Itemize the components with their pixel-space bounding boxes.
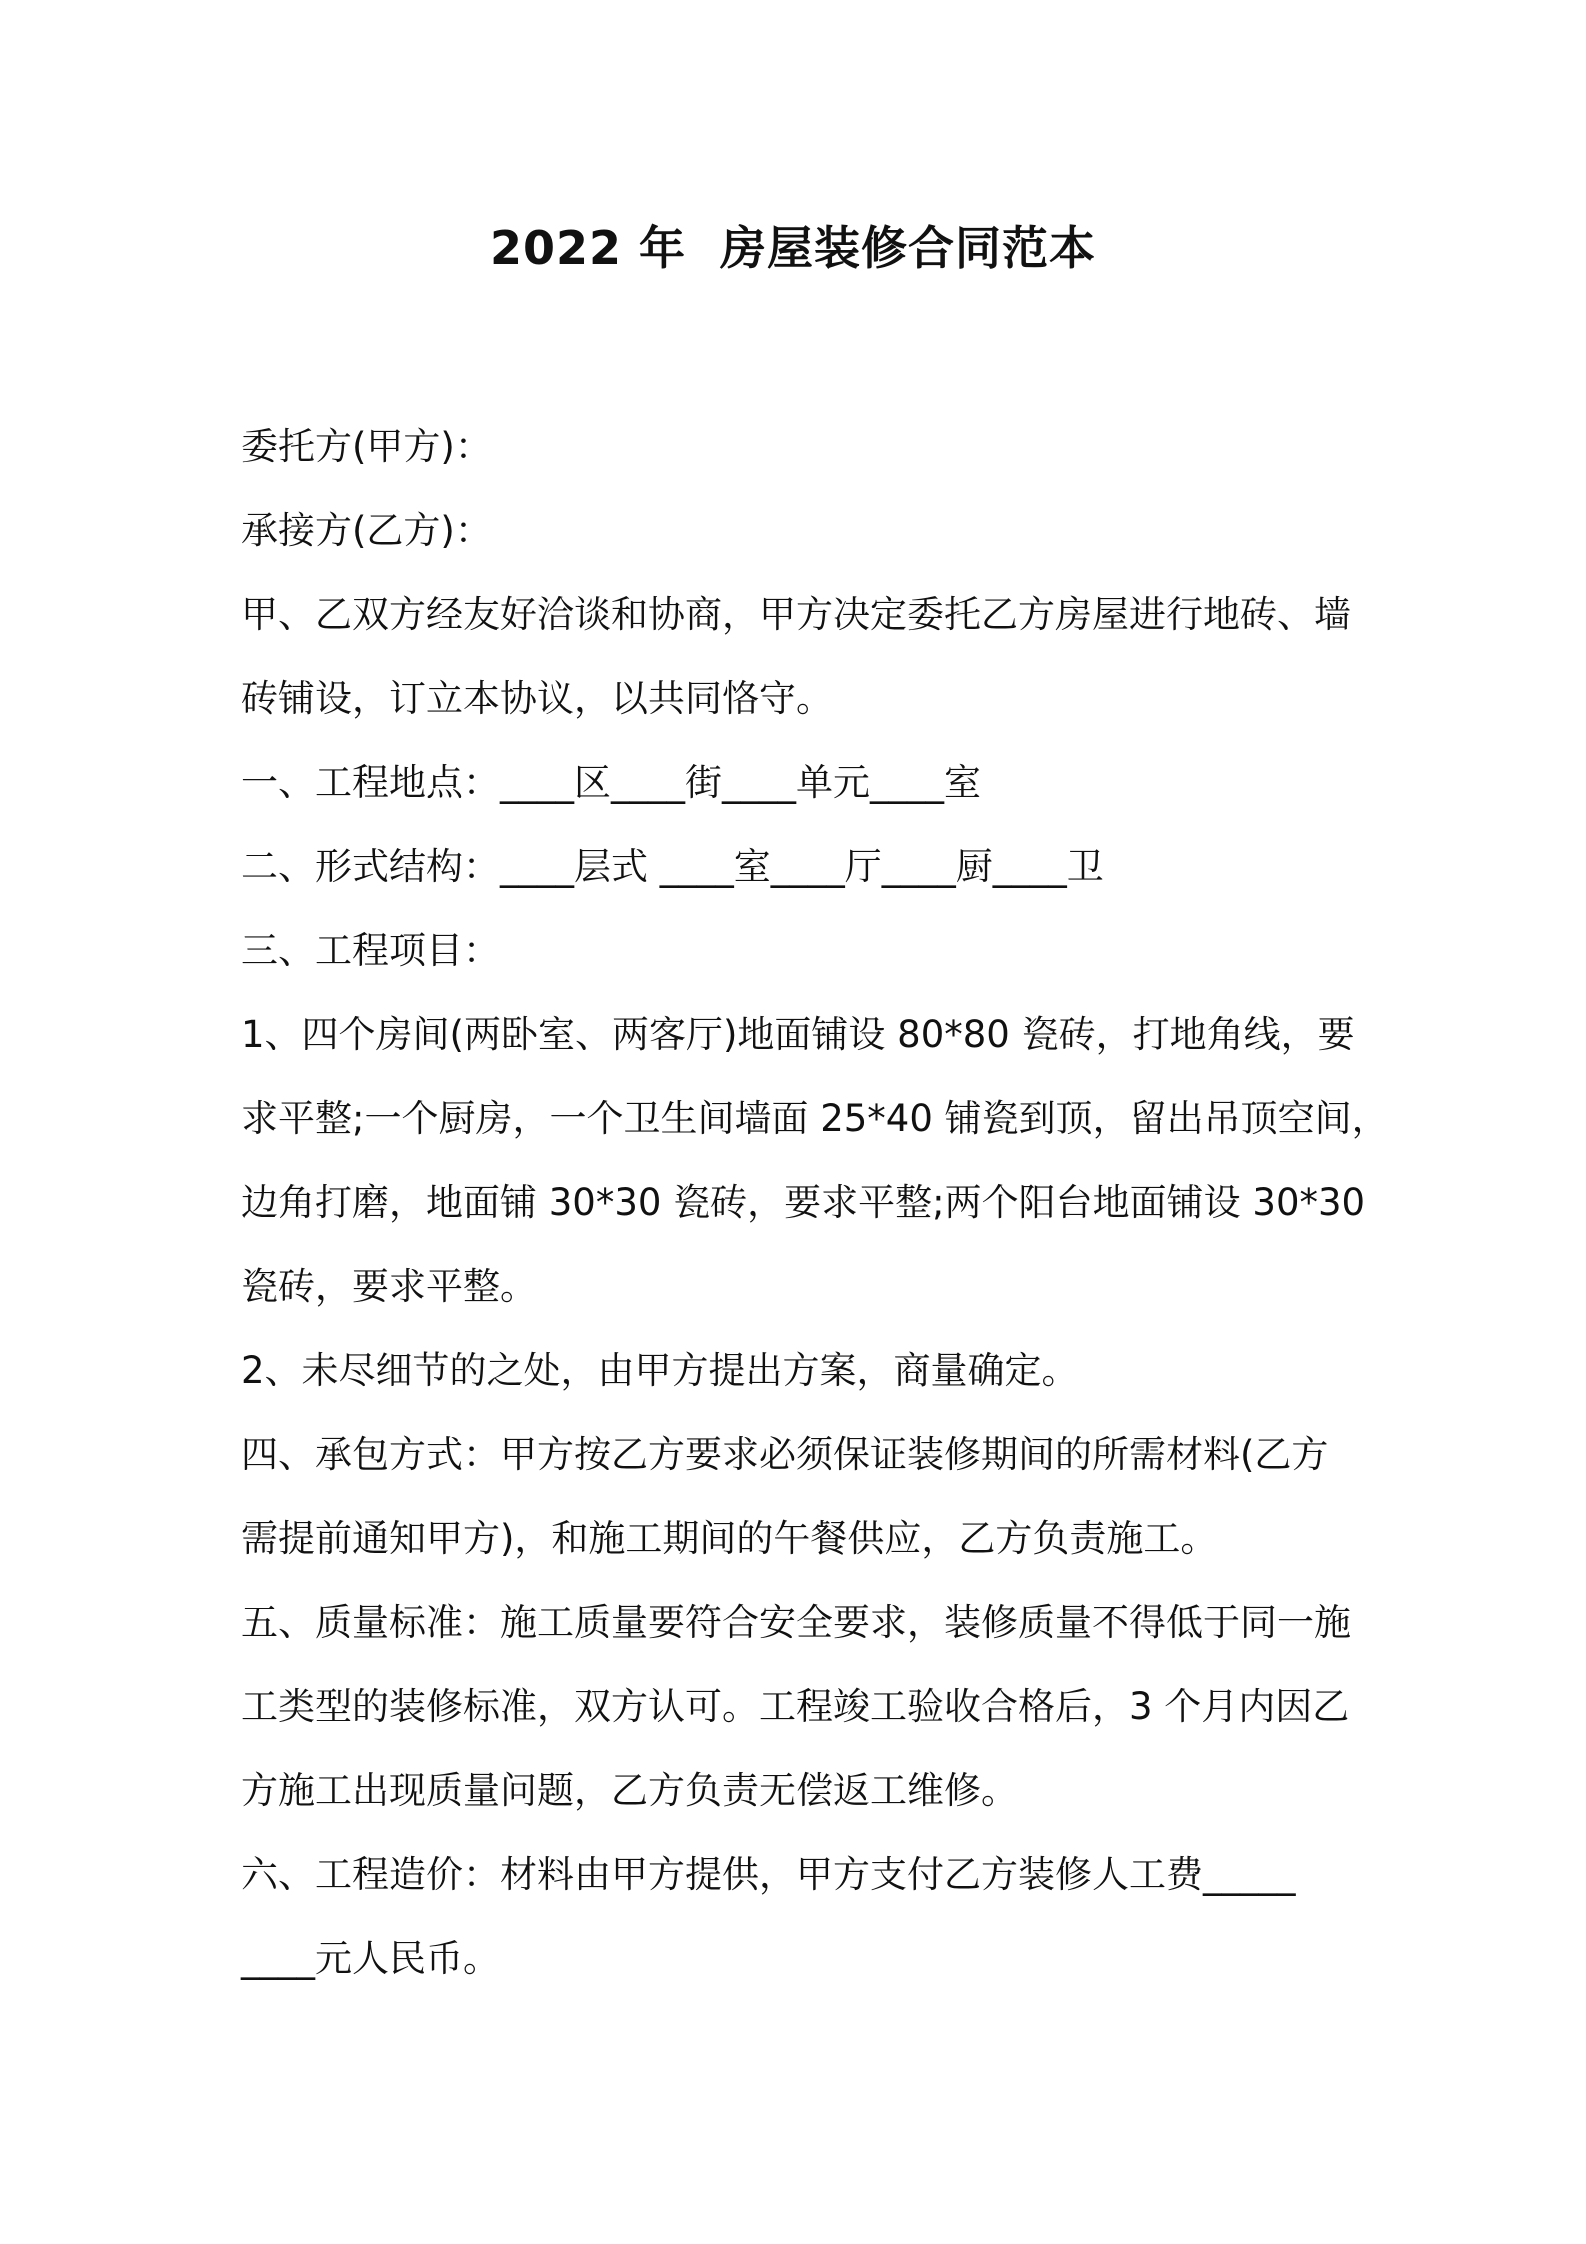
clause-contract-method-line-2: 需提前通知甲方)，和施工期间的午餐供应，乙方负责施工。 — [241, 1517, 1218, 1560]
clause-cost-line-2: ____元人民币。 — [241, 1937, 500, 1980]
item-1-line-2: 求平整;一个厨房，一个卫生间墙面 25*40 铺瓷到顶，留出吊顶空间， — [241, 1097, 1389, 1140]
preamble-line-1: 甲、乙双方经友好洽谈和协商，甲方决定委托乙方房屋进行地砖、墙 — [241, 593, 1351, 636]
clause-project-items-heading: 三、工程项目： — [241, 929, 500, 972]
item-1-line-4: 瓷砖，要求平整。 — [241, 1265, 537, 1308]
clause-contract-method-line-1: 四、承包方式：甲方按乙方要求必须保证装修期间的所需材料(乙方 — [241, 1433, 1329, 1476]
party-b-line: 承接方(乙方)： — [241, 509, 492, 552]
clause-structure-form: 二、形式结构：____层式 ____室____厅____厨____卫 — [241, 845, 1104, 888]
preamble-line-2: 砖铺设，订立本协议，以共同恪守。 — [241, 677, 833, 720]
clause-cost-line-1: 六、工程造价：材料由甲方提供，甲方支付乙方装修人工费_____ — [241, 1853, 1296, 1896]
clause-quality-line-1: 五、质量标准：施工质量要符合安全要求，装修质量不得低于同一施 — [241, 1601, 1351, 1644]
party-a-line: 委托方(甲方)： — [241, 425, 492, 468]
item-1-line-1: 1、四个房间(两卧室、两客厅)地面铺设 80*80 瓷砖，打地角线，要 — [241, 1013, 1355, 1056]
contract-body — [241, 405, 1389, 2001]
clause-quality-line-2: 工类型的装修标准，双方认可。工程竣工验收合格后，3 个月内因乙 — [241, 1685, 1350, 1728]
document-title: 2022 年 房屋装修合同范本 — [489, 221, 1097, 275]
item-2-line: 2、未尽细节的之处，由甲方提出方案，商量确定。 — [241, 1349, 1079, 1392]
item-1-line-3: 边角打磨，地面铺 30*30 瓷砖，要求平整;两个阳台地面铺设 30*30 — [241, 1181, 1366, 1224]
clause-quality-line-3: 方施工出现质量问题，乙方负责无偿返工维修。 — [241, 1769, 1018, 1812]
clause-project-location: 一、工程地点：____区____街____单元____室 — [241, 761, 981, 804]
